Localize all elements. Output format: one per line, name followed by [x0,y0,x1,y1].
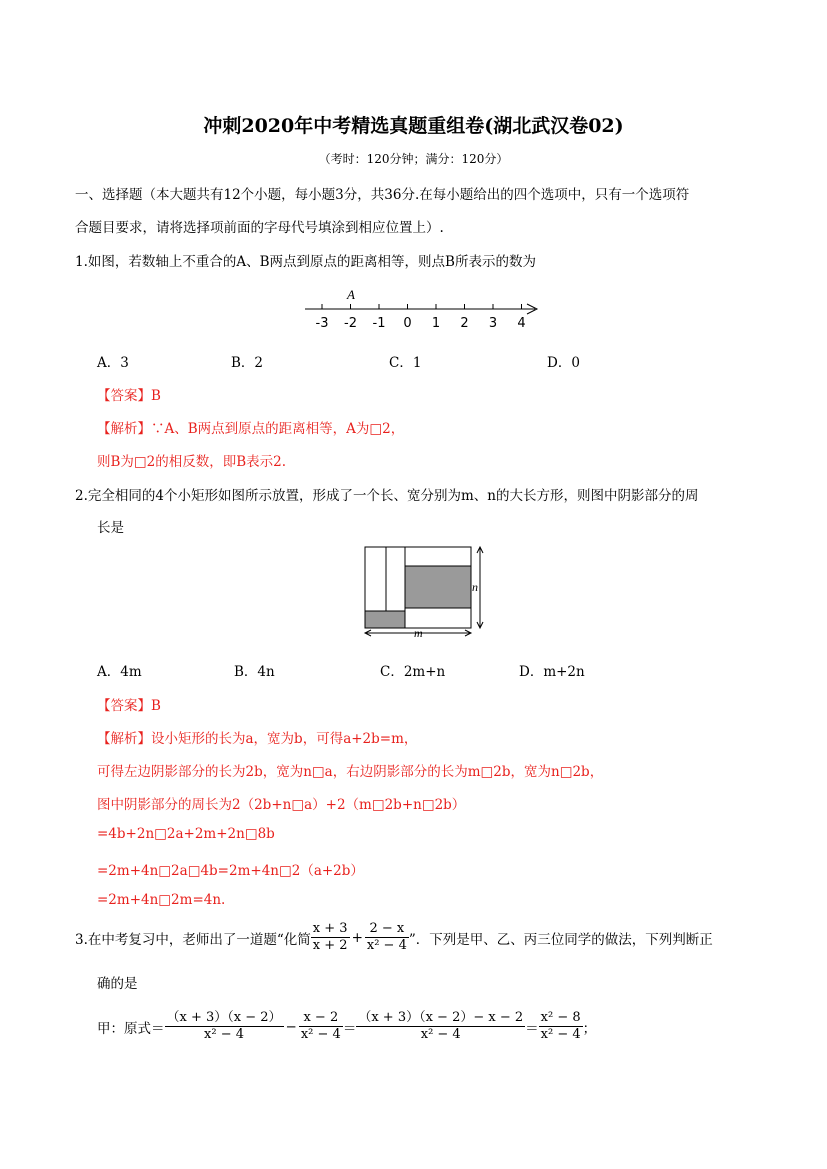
q3-jia-fraction-1 [165,1010,284,1043]
q2-analysis-1 [97,727,417,747]
section-instructions-line1: 一、选择题（本大题共有12个小题，每小题3分，共36分.在每小题给出的四个选项中，只有一个选项符 [75,187,690,203]
q3-jia-end: ； [582,1020,597,1037]
q2-analysis-text-1: 设小矩形的长为a，宽为b，可得a+2b=m， [151,731,418,747]
number-line-ticks [316,304,526,331]
q2-answer: 【答案】B [97,698,161,714]
number-line-tick-label: 2 [460,316,469,331]
q3-plus: + [351,929,363,946]
q2-analysis-2: 可得左边阴影部分的长为2b，宽为n□a，右边阴影部分的长为m□2b，宽为n□2b， [97,764,604,780]
section-instructions-line2: 合题目要求，请将选择项前面的字母代号填涂到相应位置上）. [75,220,444,236]
q3-jia-f1-denominator: x² − 4 [204,1027,244,1042]
q2-option-b[interactable]: B．4n [234,664,275,680]
q1-option-a[interactable]: A．3 [97,355,129,371]
q2-option-c[interactable]: C．2m+n [380,664,446,680]
q3-jia-f4-denominator: x² − 4 [540,1027,581,1042]
q3-f1-numerator: x + 3 [312,921,348,936]
number-line-tick-label: 1 [431,316,441,331]
q3-f1-denominator: x + 2 [312,938,348,953]
q1-option-b[interactable]: B．2 [231,355,264,371]
q3-jia-equals-1: ＝ [342,1020,357,1037]
q3-jia-label: 甲：原式＝ [97,1020,165,1037]
q2-stem-line1: 2.完全相同的4个小矩形如图所示放置，形成了一个长、宽分别为m、n的大长方形，则图中阴影部分的周 [75,488,699,504]
q2-analysis-5: =2m+4n□2a□4b=2m+4n□2（a+2b） [97,863,364,879]
q2-analysis-4: =4b+2n□2a+2m+2n□8b [97,826,275,842]
page-title: 冲刺2020年中考精选真题重组卷(湖北武汉卷02) [203,115,624,137]
q2-analysis-6: =2m+4n□2m=4n. [97,892,226,908]
number-line-tick-label: -3 [315,316,329,331]
q1-option-c[interactable]: C．1 [389,355,422,371]
exam-info: （考时：120分钟；满分：120分） [318,152,509,166]
shaded-region-left [365,611,405,628]
q1-stem: 1.如图，若数轴上不重合的A、B两点到原点的距离相等，则点B所表示的数为 [75,254,536,270]
q3-jia-f2-denominator: x² − 4 [300,1027,341,1042]
q3-jia-minus: − [285,1018,297,1035]
shaded-region-right [405,566,471,608]
q3-jia-f2-numerator: x − 2 [299,1010,343,1027]
number-line-tick-label: -2 [344,316,357,331]
number-line-tick-label: 4 [517,316,526,331]
q1-analysis-text-1: ∵A、B两点到原点的距离相等，A为□2， [151,421,405,437]
number-line-figure [295,285,545,335]
q3-jia-f3-numerator: （x + 3）（x − 2）− x − 2 [358,1010,524,1025]
q3-fraction-1 [311,921,350,954]
number-line-tick-label: 3 [488,316,498,331]
q3-stem-line2: 确的是 [97,976,138,992]
q2-option-a[interactable]: A．4m [97,664,142,680]
q2-stem-line2: 长是 [97,520,124,536]
q3-stem-pre: 3.在中考复习中，老师出了一道题“化简 [75,931,311,948]
q3-stem-line1 [75,921,713,954]
q3-fraction-2 [365,921,409,954]
n-label: n [472,580,478,594]
point-a-label: A [347,287,355,302]
q2-analysis-label: 【解析】 [97,731,151,747]
q1-analysis-1 [97,417,404,437]
number-line-tick-label: -1 [372,316,386,331]
q3-stem-post: ”．下列是甲、乙、丙三位同学的做法，下列判断正 [408,931,713,948]
q3-jia-fraction-4 [539,1010,583,1043]
q2-option-d[interactable]: D．m+2n [519,664,585,680]
q3-jia-fraction-2 [299,1010,343,1043]
q1-answer: 【答案】B [97,388,161,404]
q3-jia-fraction-3 [356,1010,525,1043]
m-label: m [414,626,423,640]
q3-jia-f4-numerator: x² − 8 [540,1010,581,1025]
q3-f2-denominator: x² − 4 [366,938,407,953]
q3-jia-f3-denominator: x² − 4 [420,1027,461,1042]
q3-jia-equals-2: ＝ [525,1020,539,1037]
q3-jia-f1-numerator: （x + 3）（x − 2） [166,1010,282,1025]
q1-analysis-label: 【解析】 [97,421,151,437]
number-line-tick-label: 0 [403,316,412,331]
q2-analysis-3: 图中阴影部分的周长为2（2b+n□a）+2（m□2b+n□2b） [97,797,466,813]
q3-f2-numerator: 2 − x [365,921,409,938]
rectangles-figure [360,542,490,642]
q1-analysis-2: 则B为□2的相反数，即B表示2. [97,454,287,470]
q3-jia-solution [97,1010,596,1043]
q1-option-d[interactable]: D．0 [547,355,580,371]
